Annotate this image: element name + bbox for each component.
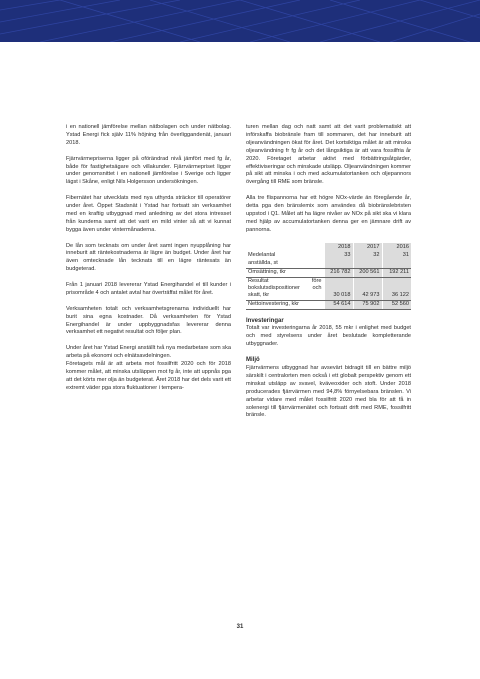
- table-header-empty: [246, 243, 324, 252]
- year-header: 2016: [382, 243, 411, 252]
- cell-value: [382, 260, 411, 269]
- paragraph: Fjärrvärmens utbyggnad har avsevärt bidragit till en bättre miljö särskilt i centralorten men också i ett globalt perspektiv genom ett minskat utsläpp av svavel, kväveoxider och stoft. Under 2018 producerades fjärrvärmen med 94,8% förnyelsebara bränslen. Vi arbetar vidare med målet fossilfritt 2020 med bla för att få in solenergi till fjärrvärmenätet och fortsatt drift med RME, fossilfritt bränsle.: [246, 364, 411, 419]
- paragraph: Verksamheten totalt och verksamhetsgrenarna individuellt har burit sina egna kostnader. Då verksamheten för Ystad Energihandel är under uppbyggnadsfas levererar denna verksamhet ett negativt resultat och följer plan.: [66, 305, 231, 336]
- paragraph: turen mellan dag och natt samt att det varit problematiskt att införskaffa biobränsle fram till sommaren, det har inneburit att oljeanvändningen ökat för året. Det kortsiktiga målet är att minska oljeanvändning fr fg år och det långsiktiga är att vara fossilfria år 2020. Företaget arbetar aktivt med förbättringsåtgärder, effektiviseringar och minskade utsläpp. Oljeanvändningen kommer på sikt att minska i och med ackumulatortanken och oljepannors övergång till RME som bränsle.: [246, 124, 411, 186]
- paragraph: Under året har Ystad Energi anställt två nya medarbetare som ska arbeta på ekonomi och elnätsavdelningen. Företagets mål är att arbeta mot fossilfritt 2020 och för 2018 kommer målet, att minska utsläppen mot fg år, inte att uppnås pga att det körts mer olja än budgeterat. Året 2018 har det dels varit ett extremt väder pga stora fluktuationer i tempera-: [66, 345, 231, 391]
- cell-value: 32: [353, 252, 382, 260]
- cell-value: 200 561: [353, 268, 382, 277]
- table-row: [246, 300, 411, 309]
- cell-value: 54 614: [324, 300, 353, 309]
- key-figures-table: [246, 243, 411, 310]
- cell-value: 75 902: [353, 300, 382, 309]
- right-text-column: [246, 124, 411, 428]
- cell-value: [324, 260, 353, 269]
- paragraph: De lån som tecknats om under året samt ingen nyupplåning har inneburit att räntekostnaderna är lägre än budget. Under året har även omtecknade lån tecknats till en lägre räntesats än budgeterad.: [66, 242, 231, 273]
- table-header-row: [246, 243, 411, 252]
- header-decorative-band: [0, 0, 480, 42]
- paragraph: Från 1 januari 2018 levererar Ystad Energihandel el till kunder i prisområde 4 och antalet avtal har överträffat målet för året.: [66, 282, 231, 296]
- cell-value: 216 782: [324, 268, 353, 277]
- table-row: [246, 268, 411, 277]
- table-row: [246, 252, 411, 260]
- row-label: Resultat före bokslutsdispositioner och skatt, tkr: [246, 277, 324, 300]
- cell-value: 30 018: [324, 277, 353, 300]
- cell-value: 31: [382, 252, 411, 260]
- paragraph: Totalt var investeringarna år 2018, 55 mkr i enlighet med budget och med styrelsens under året beslutade kompletterande utbyggnader.: [246, 325, 411, 348]
- year-header: 2018: [324, 243, 353, 252]
- row-label: Omsättning, tkr: [246, 268, 324, 277]
- table-row: [246, 277, 411, 300]
- paragraph: Fibernätet har utvecklats med nya uthyrda sträckor till operatörer under året. Öppet Stadsnät i Ystad har fortsatt sin verksamhet med en kraftig utbyggnad med anledning av det stora intresset från kunderna samt att det varit en mild vinter så att vi kunnat bygga även under vintermånaderna.: [66, 195, 231, 233]
- row-label: anställda, st: [246, 260, 324, 269]
- paragraph: i en nationell jämförelse mellan nätbolagen och under nätbolag. Ystad Energi fick själv 11% höjning från överliggandenät, januari 2018.: [66, 124, 231, 146]
- cell-value: 42 973: [353, 277, 382, 300]
- paragraph: Fjärrvärmepriserna ligger på oförändrad nivå jämfört med fg år, både för fastighetsägare och villakunder. Fjärrvärmepriset ligger under genomsnittet i en nationell jämförelse i Sverige och ligger lägst i Skåne, enligt Nils Holgersson undersökningen.: [66, 155, 231, 186]
- cell-value: 33: [324, 252, 353, 260]
- cell-value: 36 122: [382, 277, 411, 300]
- table-row: [246, 260, 411, 269]
- cell-value: [353, 260, 382, 269]
- left-text-column: [66, 124, 231, 401]
- section-title-investeringar: Investeringar: [246, 317, 284, 324]
- header-line-pattern: [0, 0, 480, 42]
- paragraph: Alla tre flispannorna har ett högre NOx-värde än föregående år, detta pga den bränslemix som användes då biobränslebristen uppstod i Q1. Målet att ha lägre nivåer av NOx på sikt ska vi klara med hjälp av accumulatortanken denna ger en jämnare drift av pannorna.: [246, 195, 411, 233]
- row-label: Medelantal: [248, 252, 276, 259]
- cell-value: 52 560: [382, 300, 411, 309]
- section-title-miljo: Miljö: [246, 357, 260, 364]
- row-label: Nettoinvestering, kkr: [246, 300, 324, 309]
- cell-value: 192 211: [382, 268, 411, 277]
- year-header: 2017: [353, 243, 382, 252]
- page-number: 31: [236, 624, 244, 630]
